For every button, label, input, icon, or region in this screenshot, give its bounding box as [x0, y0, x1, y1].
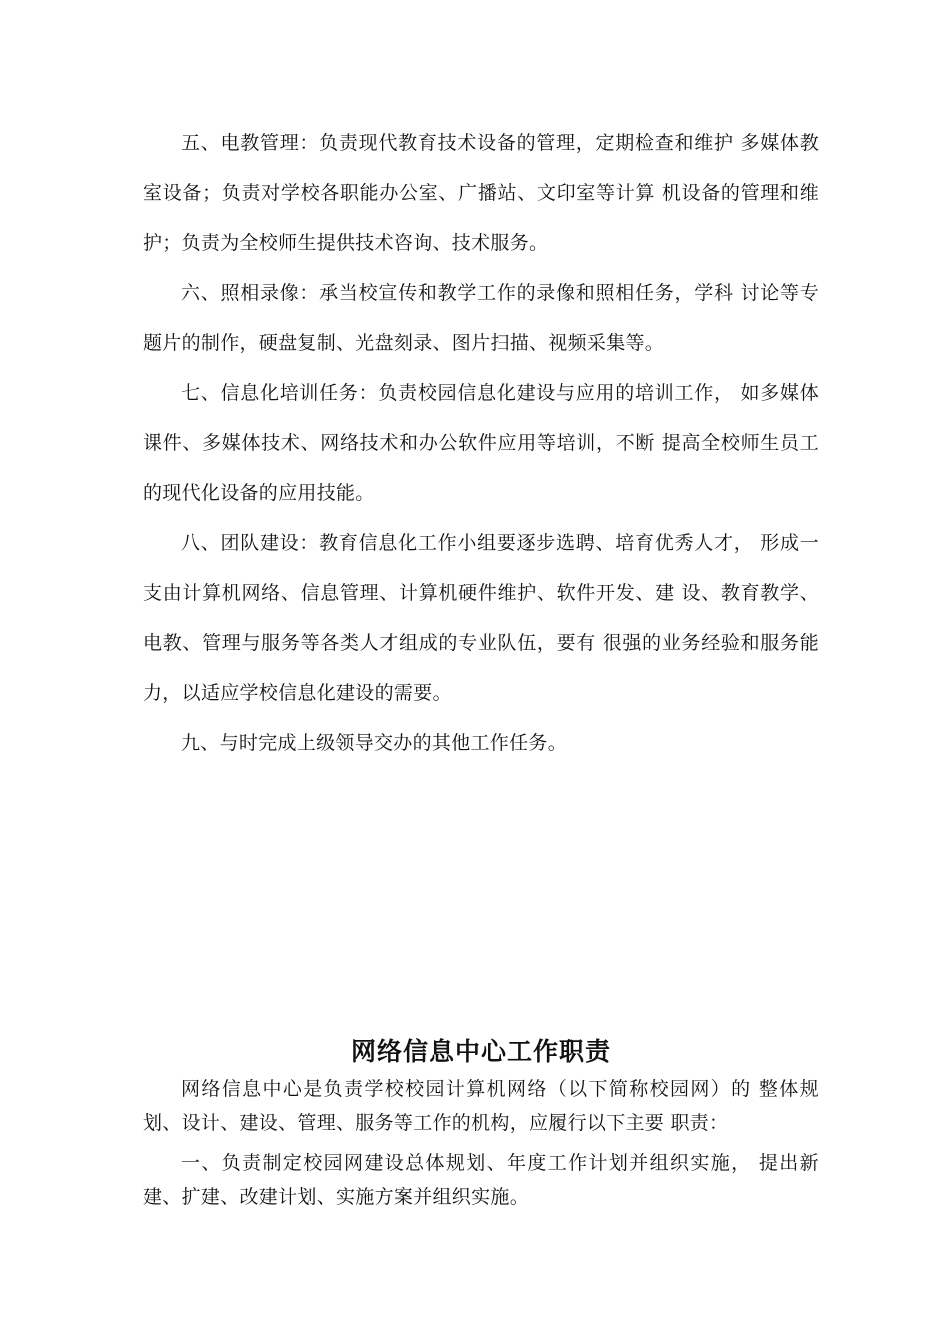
paragraph-team-building: 八、团队建设：教育信息化工作小组要逐步选聘、培育优秀人才， 形成一支由计算机网络、信息管理、计算机硬件维护、软件开发、建 设、教育教学、电教、管理与服务等各类人才组成的专业队伍，要有 很强的业务经验和服务能力，以适应学校信息化建设的需要。 [143, 532, 819, 704]
paragraph-av-management: 五、电教管理：负责现代教育技术设备的管理，定期检查和维护 多媒体教室设备；负责对学校各职能办公室、广播站、文印室等计算 机设备的管理和维护；负责为全校师生提供技术咨询、技术服务。 [143, 132, 819, 254]
section-title: 网络信息中心工作职责 [350, 1037, 611, 1066]
section-intro-paragraph: 网络信息中心是负责学校校园计算机网络（以下简称校园网）的 整体规划、设计、建设、管理、服务等工作的机构，应履行以下主要 职责： [143, 1078, 819, 1134]
responsibilities-continued [143, 118, 819, 768]
paragraph-it-training: 七、信息化培训任务：负责校园信息化建设与应用的培训工作， 如多媒体课件、多媒体技术、网络技术和办公软件应用等培训，不断 提高全校师生员工的现代化设备的应用技能。 [143, 382, 819, 504]
paragraph-photo-video: 六、照相录像：承当校宣传和教学工作的录像和照相任务，学科 讨论等专题片的制作，硬盘复制、光盘刻录、图片扫描、视频采集等。 [143, 282, 819, 354]
section-item-1-paragraph: 一、负责制定校园网建设总体规划、年度工作计划并组织实施， 提出新建、扩建、改建计划、实施方案并组织实施。 [143, 1152, 819, 1208]
paragraph-other-tasks: 九、与时完成上级领导交办的其他工作任务。 [181, 732, 568, 754]
network-center-section [143, 1032, 819, 1214]
